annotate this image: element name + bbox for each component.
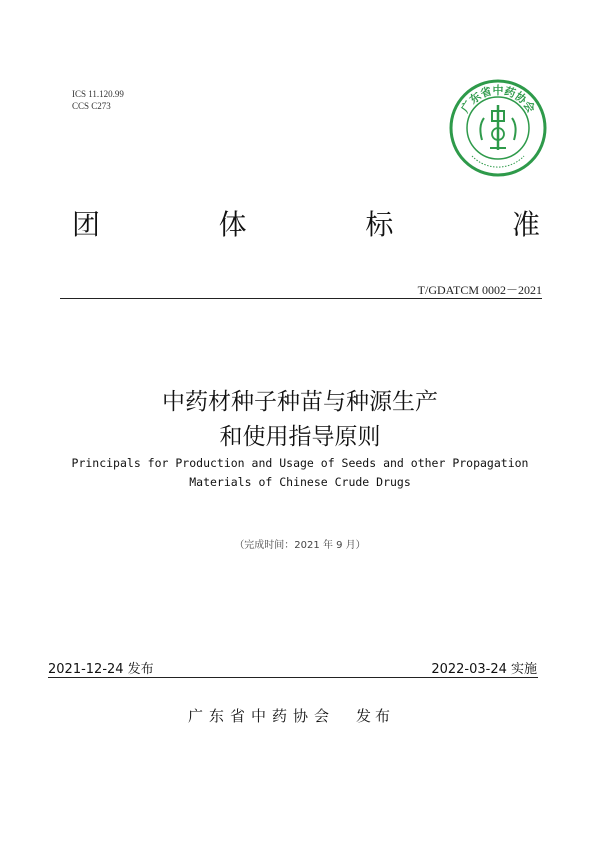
ccs-code: CCS C273 xyxy=(72,101,111,111)
implement-date: 2022-03-24 实施 xyxy=(431,662,537,677)
title-cn-line2: 和使用指导原则 xyxy=(219,424,381,450)
document-type-heading xyxy=(72,200,542,246)
association-logo xyxy=(448,78,548,178)
doctype-char: 准 xyxy=(511,208,542,241)
issuer-name: 广东省中药协会 xyxy=(188,707,336,725)
ics-code: ICS 11.120.99 xyxy=(72,89,124,99)
classification-codes xyxy=(72,88,124,112)
title-cn-line1: 中药材种子种苗与种源生产 xyxy=(162,389,438,415)
top-divider xyxy=(60,298,542,299)
title-en-line1: Principals for Production and Usage of Seeds and other Propagation xyxy=(71,456,529,470)
doctype-char: 团 xyxy=(72,208,103,241)
logo-text: 广东省中药协会 xyxy=(458,84,538,116)
doctype-char: 体 xyxy=(218,208,249,241)
doctype-char: 标 xyxy=(365,208,396,241)
bottom-divider xyxy=(48,677,538,678)
publish-date: 2021-12-24 发布 xyxy=(48,662,154,677)
completion-time: （完成时间：2021 年 9 月） xyxy=(234,540,366,551)
standard-number: T/GDATCM 0002－2021 xyxy=(417,283,542,297)
title-en-line2: Materials of Chinese Crude Drugs xyxy=(189,475,411,489)
issue-label: 发布 xyxy=(356,707,395,725)
